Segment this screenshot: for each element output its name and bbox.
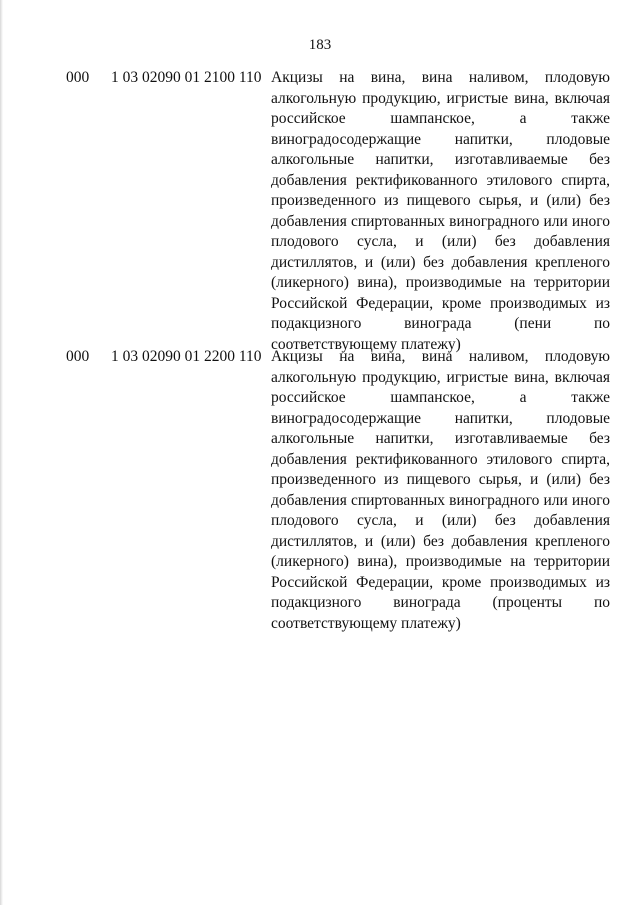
scan-edge-shadow (0, 0, 3, 905)
administrator-code: 000 (66, 348, 90, 365)
revenue-description: Акцизы на вина, вина наливом, плодовую алкогольную продукцию, игристые вина, включая российское шампанское, а также виноградосодержащие напитки, плодовые алкогольные напитки, изготавливаемые без добавления ректификованного этилового спирта, произведенного из пищевого сырья, и (или) без добавления спиртованных виноградного или иного плодового сусла, и (или) без добавления дистиллятов, и (или) без добавления крепленого (ликерного) вина), производимые на территории Российской Федерации, кроме производимых из подакцизного винограда (проценты по соответствующему платежу) (271, 348, 610, 632)
budget-classification-code: 1 03 02090 01 2100 110 (111, 69, 262, 86)
administrator-code: 000 (66, 69, 90, 86)
budget-classification-code: 1 03 02090 01 2200 110 (111, 348, 262, 365)
page-number: 183 (308, 37, 332, 53)
revenue-description: Акцизы на вина, вина наливом, плодовую алкогольную продукцию, игристые вина, включая российское шампанское, а также виноградосодержащие напитки, плодовые алкогольные напитки, изготавливаемые без добавления ректификованного этилового спирта, произведенного из пищевого сырья, и (или) без добавления спиртованных виноградного или иного плодового сусла, и (или) без добавления дистиллятов, и (или) без добавления крепленого (ликерного) вина), производимые на территории Российской Федерации, кроме производимых из подакцизного винограда (пени по соответствующему платежу) (271, 69, 610, 353)
